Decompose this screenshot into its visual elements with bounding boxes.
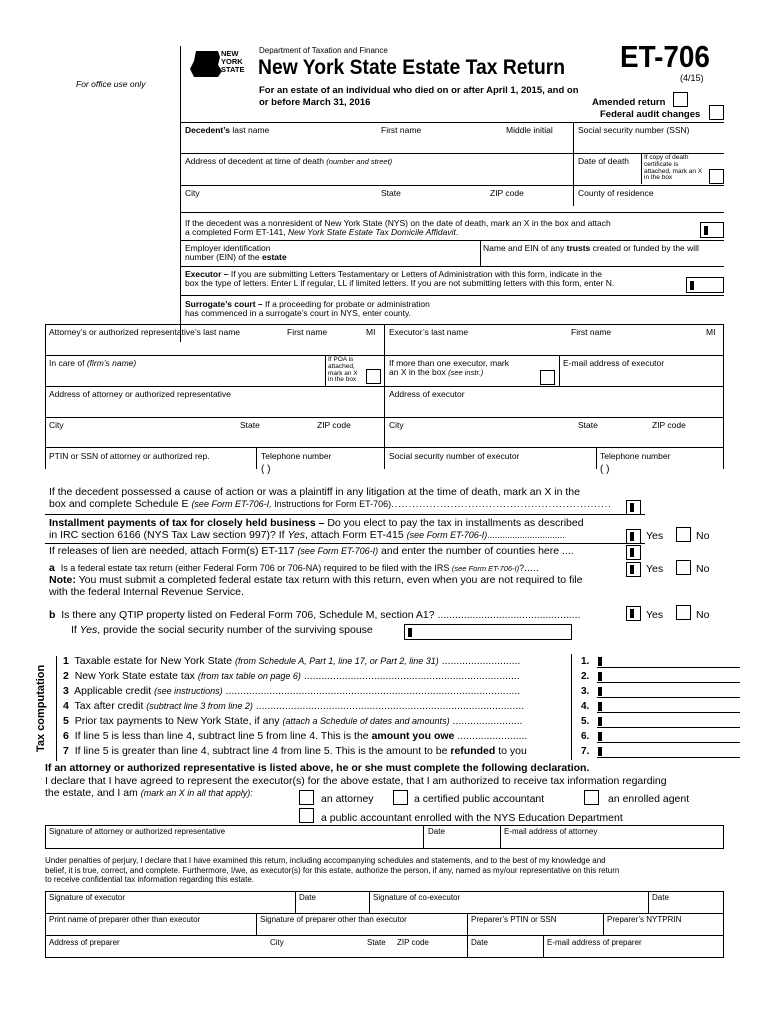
executor-phone-field[interactable]: ( ) <box>600 464 610 475</box>
enrolled-agent-checkbox[interactable] <box>584 790 599 805</box>
federal-return-question: a Is a federal estate tax return (either Federal Form 706 or 706-NA) required to be filed with the IRS (see Form ET-706-I)?..... Note: You must submit a completed federal estate tax return with this return, even when you are not required to file with the federal Internal Revenue Service. <box>49 562 583 599</box>
qtip-no-checkbox[interactable] <box>676 605 691 620</box>
executor-phone-label: Telephone number <box>600 451 671 461</box>
tax-box-1-label: 1. <box>581 656 590 667</box>
perjury-statement: Under penalties of perjury, I declare that I have examined this return, including accompanying schedules and statements, and to the best of my knowledge and belief, it is true, correct, and complete. Furthermore, I/we, as executor(s) for this estate, authorize the person, if any, named as my/our representative on this return to receive confidential tax information regarding this estate. <box>45 856 620 884</box>
attorney-name-field[interactable] <box>49 338 382 354</box>
coexecutor-signature-label: Signature of co-executor <box>373 893 461 902</box>
declaration-text: I declare that I have agreed to represent the executor(s) for the above estate, that I am authorized to receive tax information regarding the estate, and I am (mark an X in all that apply): <box>45 775 667 800</box>
tax-amount-2[interactable] <box>597 669 740 683</box>
attorney-address-label: Address of attorney or authorized representative <box>49 389 231 399</box>
executor-first-name-label: First name <box>571 327 612 337</box>
decedent-name-field[interactable] <box>185 136 571 152</box>
estate-ein-label: Employer identification number (EIN) of the estate <box>185 243 287 263</box>
surrogate-court-text: Surrogate’s court – If a proceeding for probate or administration has commenced in a surrogate’s court in NYS, enter county. <box>185 299 430 319</box>
rep-email-label: E-mail address of attorney <box>504 827 598 836</box>
preparer-zip-label: ZIP code <box>397 938 429 947</box>
executor-name-field[interactable] <box>389 338 722 354</box>
tax-amount-4[interactable] <box>597 699 740 713</box>
preparer-date-label: Date <box>471 938 488 947</box>
qtip-question: b Is there any QTIP property listed on Federal Form 706, Schedule M, section A1? ................................................. If Yes, provide the social security number of the surviving spouse <box>49 609 581 637</box>
form-number: ET-706 <box>620 39 710 74</box>
poa-checkbox[interactable] <box>366 369 381 384</box>
cause-of-action-checkbox[interactable] <box>626 500 641 515</box>
executor-address-label: Address of executor <box>389 389 465 399</box>
cause-of-action-text: If the decedent possessed a cause of action or was a plaintiff in any litigation at the time of death, mark an X in the box and complete Schedule E (see Form ET-706-I, Instructions for Form ET-706)............................................................... <box>49 486 612 511</box>
office-use-label: For office use only <box>76 79 146 89</box>
federal-return-yes-checkbox[interactable] <box>626 562 641 577</box>
death-certificate-checkbox[interactable] <box>709 169 724 184</box>
form-title: New York State Estate Tax Return <box>258 56 566 79</box>
decedent-ssn-label: Social security number (SSN) <box>578 125 690 135</box>
decedent-last-name-label: Decedent’s last name <box>185 125 270 135</box>
subtitle-line-2: or before March 31, 2016 <box>259 97 371 108</box>
attorney-state-label: State <box>240 420 260 430</box>
decedent-first-name-label: First name <box>381 125 422 135</box>
attorney-option-label: an attorney <box>321 793 374 805</box>
attorney-last-name-label: Attorney’s or authorized representative’s last name <box>49 327 241 337</box>
federal-audit-checkbox[interactable] <box>709 105 724 120</box>
executor-state-label: State <box>578 420 598 430</box>
executor-mi-label: MI <box>706 327 716 337</box>
enrolled-agent-option-label: an enrolled agent <box>608 793 690 805</box>
spouse-ssn-field[interactable] <box>404 624 572 640</box>
tax-line-7: 7 If line 5 is greater than line 4, subtract line 4 from line 5. This is the amount to be refunded to you <box>63 745 527 757</box>
federal-return-no-checkbox[interactable] <box>676 560 691 575</box>
executor-date-label: Date <box>299 893 316 902</box>
installment-text: Installment payments of tax for closely held business – Do you elect to pay the tax in installments as described in IRC section 6166 (NYS Tax Law section 997)? If Yes, attach Form ET-415 (see Form ET-706-I)............................... <box>49 517 584 542</box>
installment-yes-label: Yes <box>646 530 664 542</box>
preparer-address-label: Address of preparer <box>49 938 120 947</box>
nonresident-text: If the decedent was a nonresident of New York State (NYS) on the date of death, mark an X in the box and attach a completed Form ET-141, New York State Estate Tax Domicile Affidavit. <box>185 218 611 238</box>
decedent-zip-label: ZIP code <box>490 188 524 198</box>
decedent-ssn-field[interactable] <box>578 136 723 152</box>
decedent-address-label: Address of decedent at time of death (number and street) <box>185 156 393 166</box>
federal-audit-label: Federal audit changes <box>600 109 701 120</box>
tax-amount-3[interactable] <box>597 684 740 698</box>
tax-line-5: 5 Prior tax payments to New York State, if any (attach a Schedule of dates and amounts) ........................ <box>63 715 523 727</box>
trusts-label: Name and EIN of any trusts created or funded by the will <box>483 243 699 253</box>
cpa-option-label: a certified public accountant <box>414 793 545 805</box>
tax-box-4-label: 4. <box>581 701 590 712</box>
attorney-ptin-label: PTIN or SSN of attorney or authorized rep. <box>49 451 210 461</box>
tax-computation-side-label: Tax computation <box>35 664 47 752</box>
tax-box-3-label: 3. <box>581 686 590 697</box>
in-care-of-label: In care of (firm’s name) <box>49 358 137 368</box>
attorney-zip-label: ZIP code <box>317 420 351 430</box>
multiple-executors-label: If more than one executor, mark an X in the box (see instr.) <box>389 358 510 378</box>
executor-signature-label: Signature of executor <box>49 893 126 902</box>
death-certificate-label: If copy of death certificate is attached, mark an X in the box <box>644 154 703 182</box>
poa-attached-label: If POA is attached, mark an X in the box <box>328 356 358 384</box>
installment-yes-checkbox[interactable] <box>626 529 641 544</box>
date-of-death-label: Date of death <box>578 156 630 166</box>
executor-ssn-label: Social security number of executor <box>389 451 520 461</box>
tax-box-6-label: 6. <box>581 731 590 742</box>
tax-amount-7[interactable] <box>597 744 740 758</box>
attorney-checkbox[interactable] <box>299 790 314 805</box>
amended-return-label: Amended return <box>592 97 666 108</box>
decedent-middle-initial-label: Middle initial <box>506 125 553 135</box>
public-accountant-option-label: a public accountant enrolled with the NYS Education Department <box>321 812 623 824</box>
preparer-state-label: State <box>367 938 386 947</box>
form-revision: (4/15) <box>680 73 704 83</box>
cpa-checkbox[interactable] <box>393 790 408 805</box>
tax-box-5-label: 5. <box>581 716 590 727</box>
multiple-executors-checkbox[interactable] <box>540 370 555 385</box>
estate-ein-field[interactable] <box>330 250 478 264</box>
logo-text: NEW YORK STATE <box>221 49 245 74</box>
department-name: Department of Taxation and Finance <box>259 46 388 55</box>
decedent-address-field[interactable] <box>185 168 571 184</box>
federal-return-yes-label: Yes <box>646 563 664 575</box>
rep-signature-label: Signature of attorney or authorized representative <box>49 827 226 836</box>
attorney-mi-label: MI <box>366 327 376 337</box>
surrogate-county-field[interactable] <box>480 302 724 320</box>
preparer-city-label: City <box>270 938 284 947</box>
rep-signature-field[interactable] <box>49 837 419 848</box>
tax-amount-5[interactable] <box>597 714 740 728</box>
preparer-name-label: Print name of preparer other than executor <box>49 915 201 924</box>
federal-return-no-label: No <box>696 563 710 575</box>
tax-amount-6[interactable] <box>597 729 740 743</box>
amended-return-checkbox[interactable] <box>673 92 688 107</box>
executor-email-label: E-mail address of executor <box>563 358 665 368</box>
preparer-email-label: E-mail address of preparer <box>547 938 642 947</box>
coexecutor-date-label: Date <box>652 893 669 902</box>
preparer-signature-label: Signature of preparer other than executor <box>260 915 407 924</box>
preparer-nytprin-label: Preparer’s NYTPRIN <box>607 915 682 924</box>
tax-box-2-label: 2. <box>581 671 590 682</box>
decedent-state-label: State <box>381 188 401 198</box>
lien-releases-text: If releases of lien are needed, attach Form(s) ET-117 (see Form ET-706-I) and enter the number of counties here .... <box>49 545 574 557</box>
tax-line-1: 1 Taxable estate for New York State (from Schedule A, Part 1, line 17, or Part 2, line 31) ........................... <box>63 655 521 667</box>
tax-line-6: 6 If line 5 is less than line 4, subtract line 5 from line 4. This is the amount you owe ........................ <box>63 730 528 742</box>
attorney-city-label: City <box>49 420 64 430</box>
executor-city-label: City <box>389 420 404 430</box>
installment-no-label: No <box>696 530 710 542</box>
declaration-heading: If an attorney or authorized representative is listed above, he or she must complete the following declaration. <box>45 762 590 774</box>
decedent-city-label: City <box>185 188 200 198</box>
subtitle-line-1: For an estate of an individual who died on or after April 1, 2015, and on <box>259 85 579 96</box>
executor-zip-label: ZIP code <box>652 420 686 430</box>
tax-amount-1[interactable] <box>597 654 740 668</box>
tax-line-3: 3 Applicable credit (see instructions) ..................................................................................................... <box>63 685 521 697</box>
qtip-yes-label: Yes <box>646 609 664 621</box>
attorney-phone-field[interactable]: ( ) <box>261 464 271 475</box>
nonresident-checkbox[interactable] <box>700 222 724 238</box>
preparer-ptin-label: Preparer’s PTIN or SSN <box>471 915 557 924</box>
tax-line-2: 2 New York State estate tax (from tax table on page 6) .......................................................................... <box>63 670 520 682</box>
qtip-no-label: No <box>696 609 710 621</box>
installment-no-checkbox[interactable] <box>676 527 691 542</box>
tax-box-7-label: 7. <box>581 746 590 757</box>
executor-letters-text: Executor – If you are submitting Letters Testamentary or Letters of Administration with this form, indicate in the box the type of letters. Enter L if regular, LL if limited letters. If you are not submitting letters with this form, enter N. <box>185 269 615 289</box>
public-accountant-checkbox[interactable] <box>299 808 314 823</box>
qtip-yes-checkbox[interactable] <box>626 606 641 621</box>
tax-line-4: 4 Tax after credit (subtract line 3 from line 2) ............................................................................................ <box>63 700 525 712</box>
lien-counties-field[interactable] <box>626 545 641 560</box>
letters-type-field[interactable] <box>686 277 724 293</box>
left-border-line <box>180 46 181 342</box>
attorney-phone-label: Telephone number <box>261 451 332 461</box>
rep-date-label: Date <box>428 827 445 836</box>
attorney-first-name-label: First name <box>287 327 328 337</box>
county-of-residence-label: County of residence <box>578 188 654 198</box>
executor-last-name-label: Executor’s last name <box>389 327 469 337</box>
